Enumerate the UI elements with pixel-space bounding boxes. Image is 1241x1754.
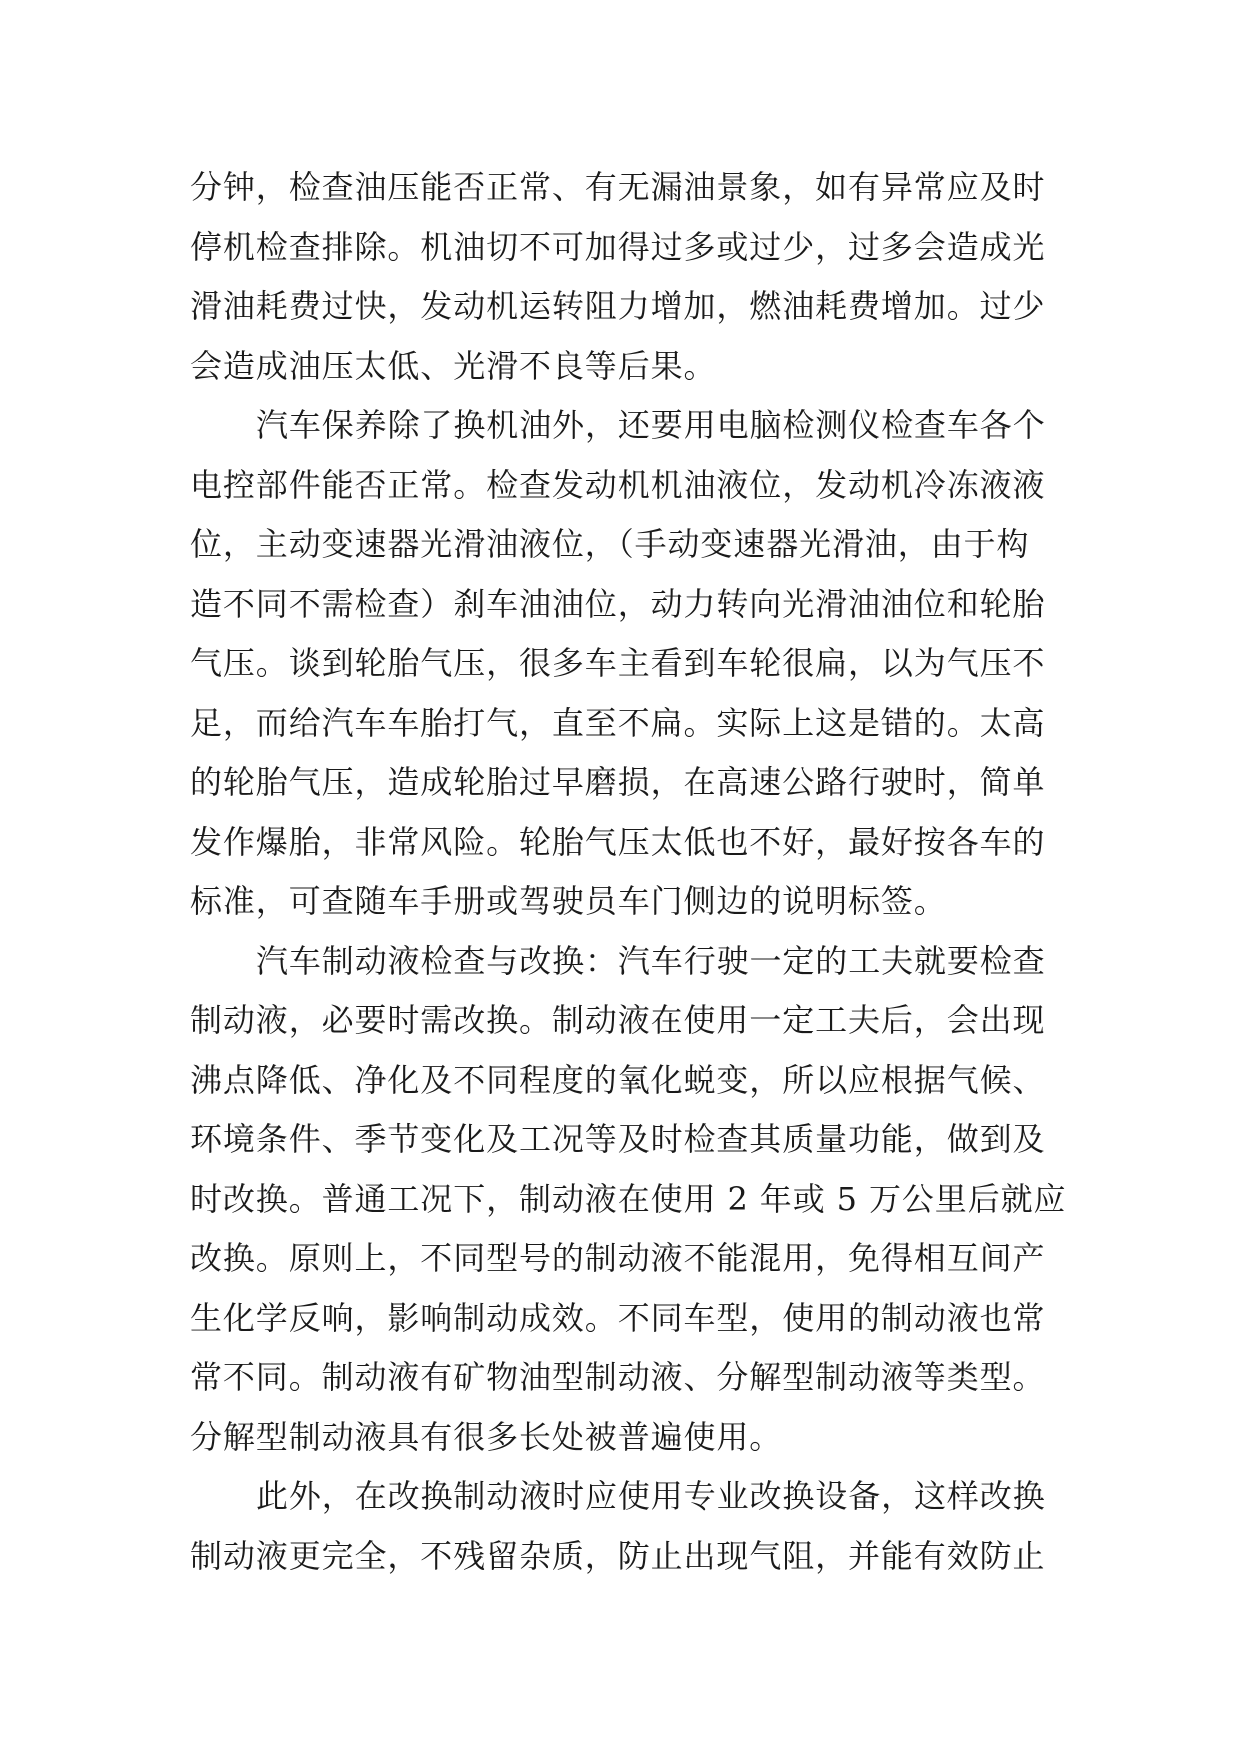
text-line: 时改换。普通工况下，制动液在使用 2 年或 5 万公里后就应 [190, 1179, 1067, 1218]
text-line: 分钟，检查油压能否正常、有无漏油景象，如有异常应及时 [190, 168, 1046, 206]
text-line: 沸点降低、净化及不同程度的氧化蜕变，所以应根据气候、 [190, 1060, 1046, 1099]
text-line: 足，而给汽车车胎打气，直至不扁。实际上这是错的。太高 [190, 703, 1046, 742]
text-line: 汽车保养除了换机油外，还要用电脑检测仪检查车各个 [256, 406, 1046, 444]
body-text [190, 158, 1066, 1586]
text-line: 制动液更完全，不残留杂质，防止出现气阻，并能有效防止 [190, 1536, 1046, 1575]
text-line: 环境条件、季节变化及工况等及时检查其质量功能，做到及 [190, 1120, 1046, 1158]
text-line: 汽车制动液检查与改换：汽车行驶一定的工夫就要检查 [256, 941, 1046, 980]
text-line: 造不同不需检查）刹车油油位，动力转向光滑油油位和轮胎 [190, 584, 1046, 623]
text-line: 发作爆胎，非常风险。轮胎气压太低也不好，最好按各车的 [190, 822, 1046, 861]
text-line: 常不同。制动液有矿物油型制动液、分解型制动液等类型。 [190, 1358, 1046, 1396]
text-line: 的轮胎气压，造成轮胎过早磨损，在高速公路行驶时，简单 [190, 763, 1046, 801]
text-line: 改换。原则上，不同型号的制动液不能混用，免得相互间产 [190, 1239, 1046, 1277]
text-line: 制动液，必要时需改换。制动液在使用一定工夫后，会出现 [190, 1001, 1046, 1039]
text-line: 气压。谈到轮胎气压，很多车主看到车轮很扁，以为气压不 [190, 644, 1046, 682]
text-line: 此外，在改换制动液时应使用专业改换设备，这样改换 [256, 1477, 1046, 1515]
text-line: 滑油耗费过快，发动机运转阻力增加，燃油耗费增加。过少 [190, 287, 1046, 325]
text-line: 标准，可查随车手册或驾驶员车门侧边的说明标签。 [190, 882, 947, 920]
text-line: 会造成油压太低、光滑不良等后果。 [190, 346, 717, 385]
text-line: 停机检查排除。机油切不可加得过多或过少，过多会造成光 [190, 227, 1046, 266]
text-line: 电控部件能否正常。检查发动机机油液位，发动机冷冻液液 [190, 465, 1046, 504]
text-line: 位，主动变速器光滑油液位，（手动变速器光滑油，由于构 [190, 525, 1030, 563]
text-line: 生化学反响，影响制动成效。不同车型，使用的制动液也常 [190, 1298, 1046, 1337]
text-line: 分解型制动液具有很多长处被普遍使用。 [190, 1417, 783, 1456]
